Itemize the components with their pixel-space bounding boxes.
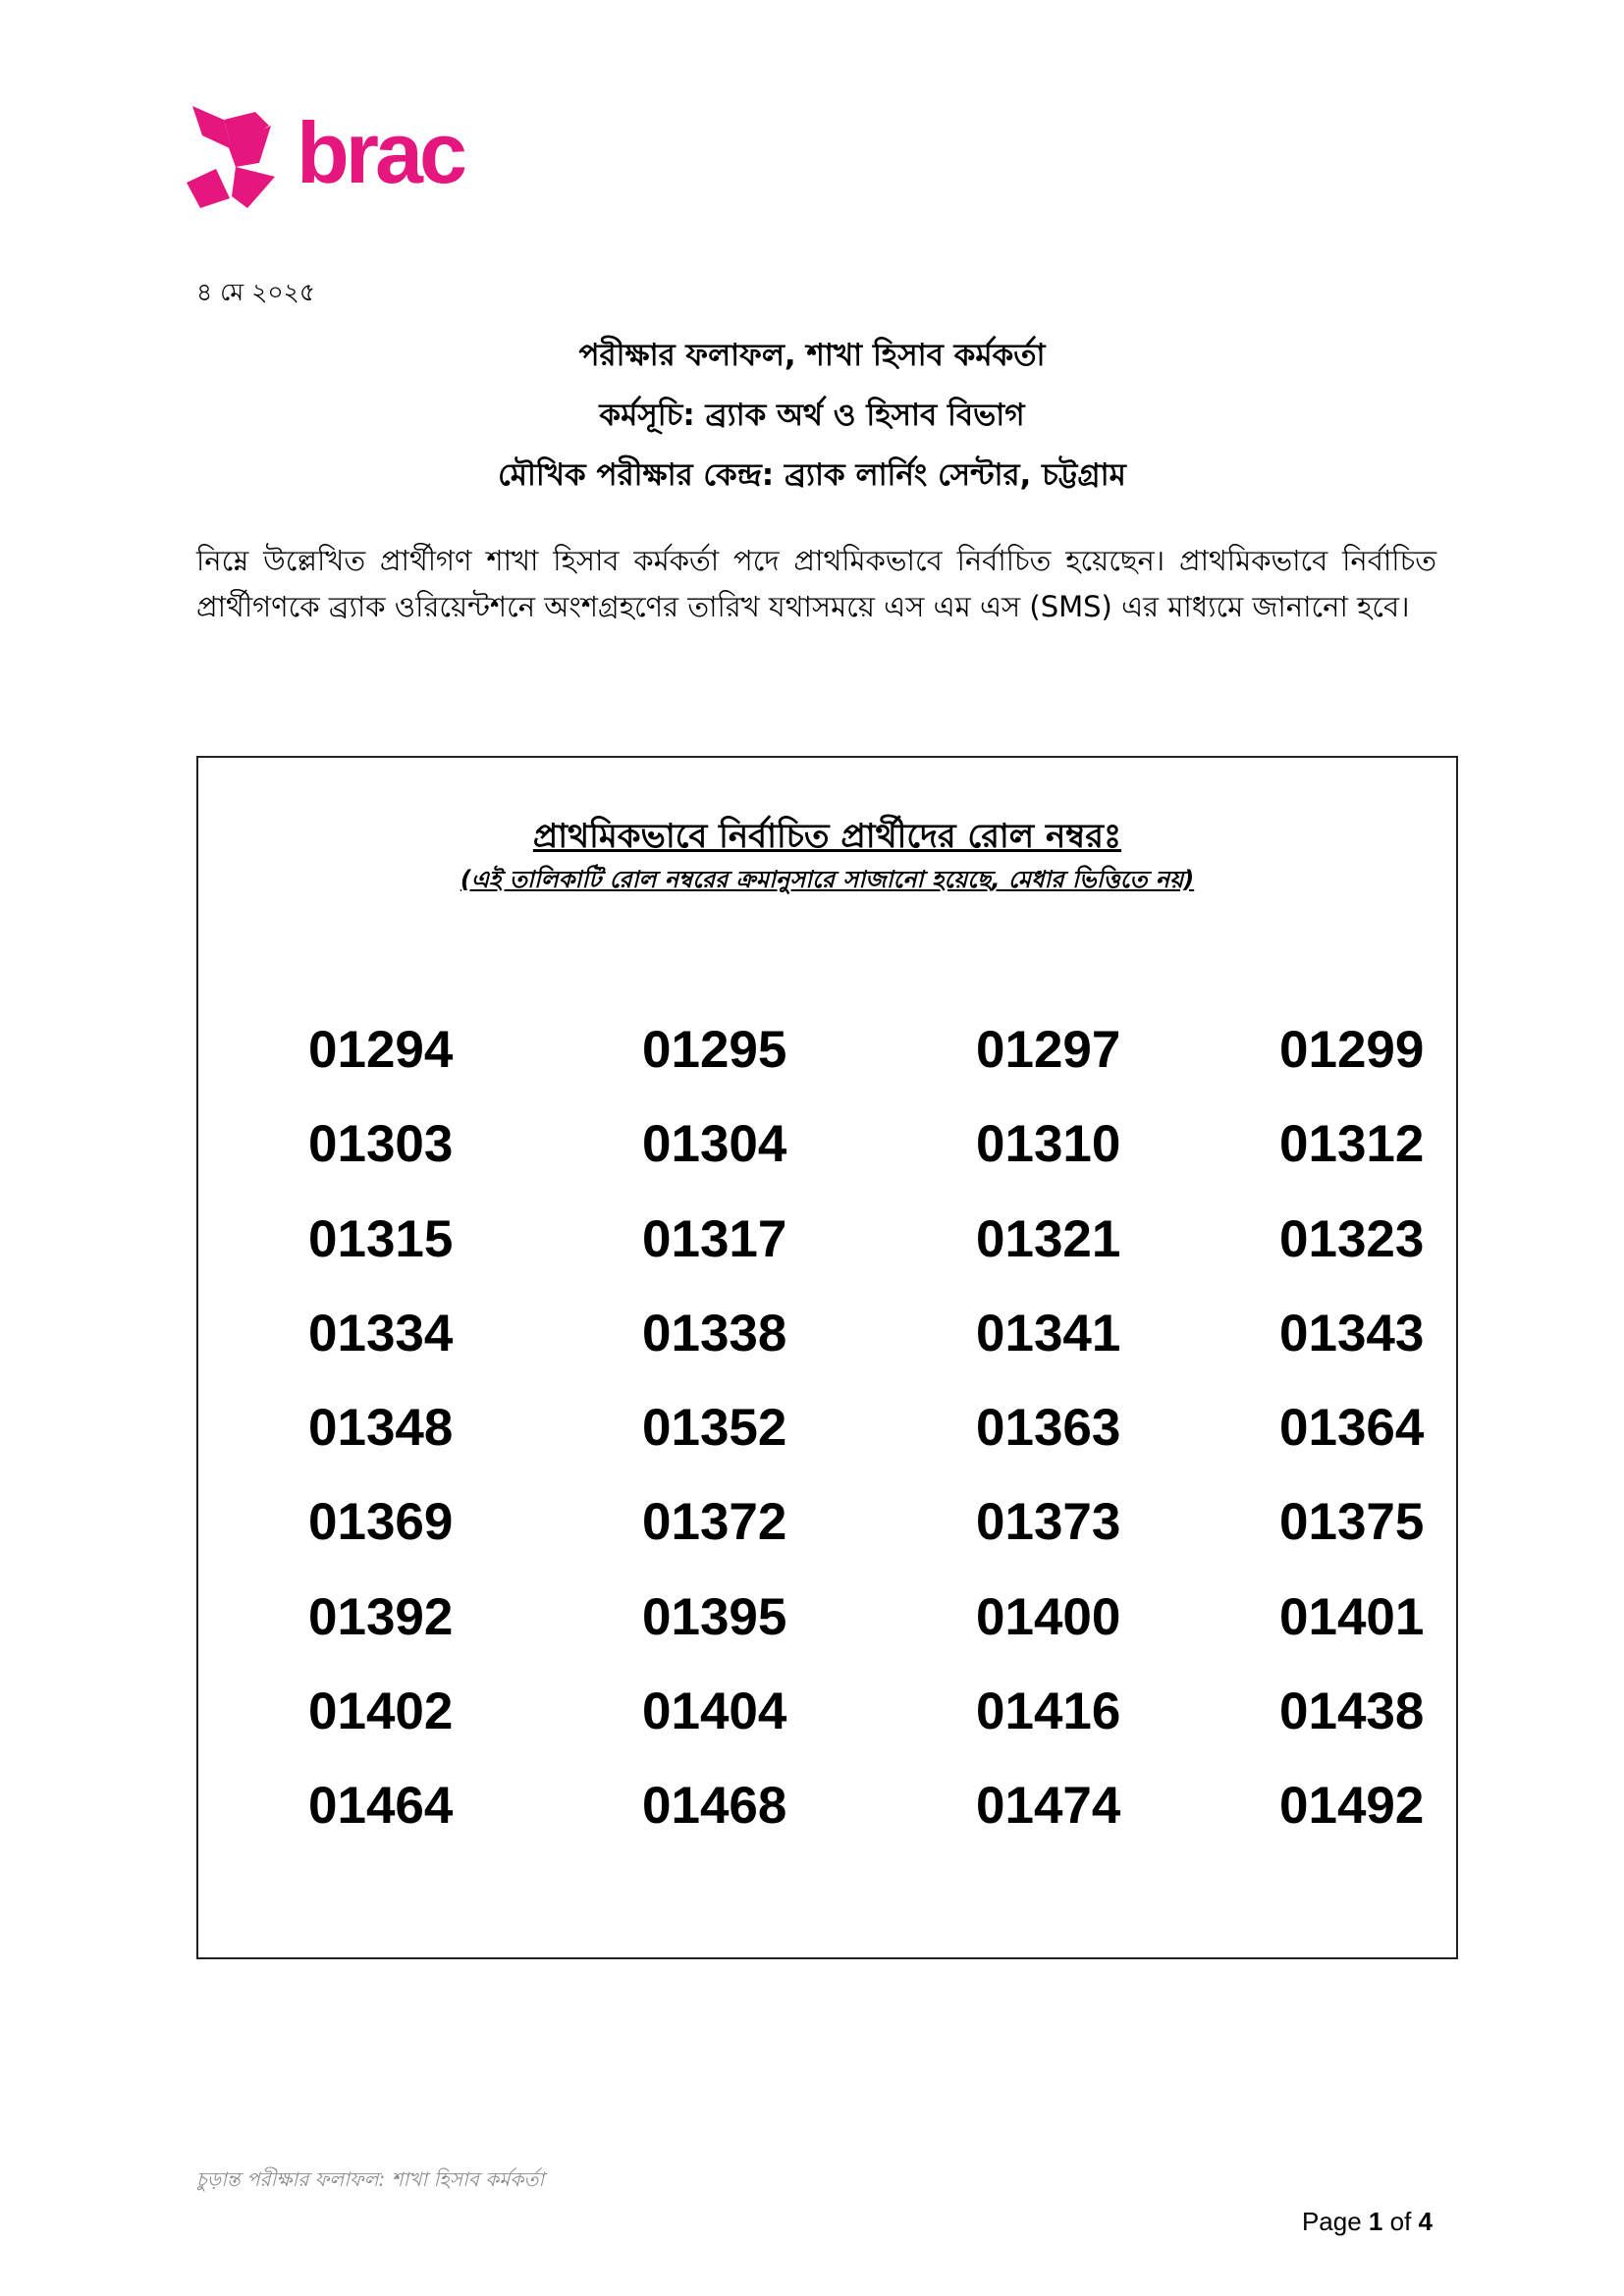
roll-number: 01464 xyxy=(308,1777,454,1836)
roll-number: 01341 xyxy=(976,1304,1121,1362)
roll-number: 01416 xyxy=(976,1682,1121,1741)
footer-note: চুড়ান্ত পরীক্ষার ফলাফল: শাখা হিসাব কর্মকর্তা xyxy=(196,2167,545,2191)
roll-number-grid xyxy=(308,1003,1425,1854)
roll-list-title: প্রাথমিকভাবে নির্বাচিত প্রার্থীদের রোল নম্বরঃ xyxy=(532,817,1122,856)
roll-number: 01303 xyxy=(308,1115,454,1174)
document-date: ৪ মে ২০২৫ xyxy=(196,278,316,306)
page-total: 4 xyxy=(1418,2207,1433,2236)
roll-number: 01297 xyxy=(976,1021,1121,1079)
heading-venue: মৌখিক পরীক্ষার কেন্দ্র: ব্র্যাক লার্নিং সেন্টার, চট্টগ্রাম xyxy=(498,457,1126,493)
roll-number: 01348 xyxy=(308,1399,454,1458)
roll-number: 01295 xyxy=(642,1021,787,1079)
brac-logo-mark xyxy=(187,106,501,208)
roll-number: 01372 xyxy=(642,1493,787,1552)
page-of: of xyxy=(1389,2207,1412,2236)
roll-number: 01343 xyxy=(1279,1304,1425,1362)
brac-logo-text: brac xyxy=(297,106,463,201)
roll-list-note: (এই তালিকাটি রোল নম্বরের ক্রমানুসারে সাজানো হয়েছে, মেধার ভিত্তিতে নয়) xyxy=(460,866,1195,893)
roll-number: 01338 xyxy=(642,1304,787,1362)
document-headings xyxy=(0,326,1624,506)
roll-number: 01312 xyxy=(1279,1115,1425,1174)
roll-number: 01373 xyxy=(976,1493,1121,1552)
roll-number: 01401 xyxy=(1279,1587,1425,1646)
roll-number: 01315 xyxy=(308,1209,454,1268)
heading-programme: কর্মসূচি: ব্র্যাক অর্থ ও হিসাব বিভাগ xyxy=(599,398,1025,433)
roll-number: 01364 xyxy=(1279,1399,1425,1458)
roll-number: 01321 xyxy=(976,1209,1121,1268)
roll-number: 01392 xyxy=(308,1587,454,1646)
roll-number: 01299 xyxy=(1279,1021,1425,1079)
roll-number: 01492 xyxy=(1279,1777,1425,1836)
roll-number: 01395 xyxy=(642,1587,787,1646)
roll-number: 01323 xyxy=(1279,1209,1425,1268)
roll-number: 01304 xyxy=(642,1115,787,1174)
roll-number: 01375 xyxy=(1279,1493,1425,1552)
roll-number-box xyxy=(196,756,1458,1959)
roll-number: 01438 xyxy=(1279,1682,1425,1741)
roll-number: 01404 xyxy=(642,1682,787,1741)
roll-number: 01310 xyxy=(976,1115,1121,1174)
page-label: Page xyxy=(1301,2207,1362,2236)
heading-result: পরীক্ষার ফলাফল, শাখা হিসাব কর্মকর্তা xyxy=(578,338,1046,373)
roll-number: 01402 xyxy=(308,1682,454,1741)
roll-number: 01352 xyxy=(642,1399,787,1458)
brac-logo xyxy=(187,106,501,208)
roll-number: 01468 xyxy=(642,1777,787,1836)
roll-number: 01334 xyxy=(308,1304,454,1362)
roll-number: 01400 xyxy=(976,1587,1121,1646)
roll-number: 01363 xyxy=(976,1399,1121,1458)
roll-number: 01474 xyxy=(976,1777,1121,1836)
page-number xyxy=(1302,2207,1433,2237)
page-current: 1 xyxy=(1368,2207,1383,2236)
roll-number: 01317 xyxy=(642,1209,787,1268)
roll-number: 01369 xyxy=(308,1493,454,1552)
roll-number: 01294 xyxy=(308,1021,454,1079)
intro-paragraph: নিম্নে উল্লেখিত প্রার্থীগণ শাখা হিসাব কর্মকর্তা পদে প্রাথমিকভাবে নির্বাচিত হয়েছেন। প্রাথমিকভাবে নির্বাচিত প্রার্থীগণকে ব্র্যাক ওরিয়েন্টশনে অংশগ্রহণের তারিখ যথাসময়ে এস এম এস (SMS) এর মাধ্যমে জানানো হবে। xyxy=(196,544,1436,623)
